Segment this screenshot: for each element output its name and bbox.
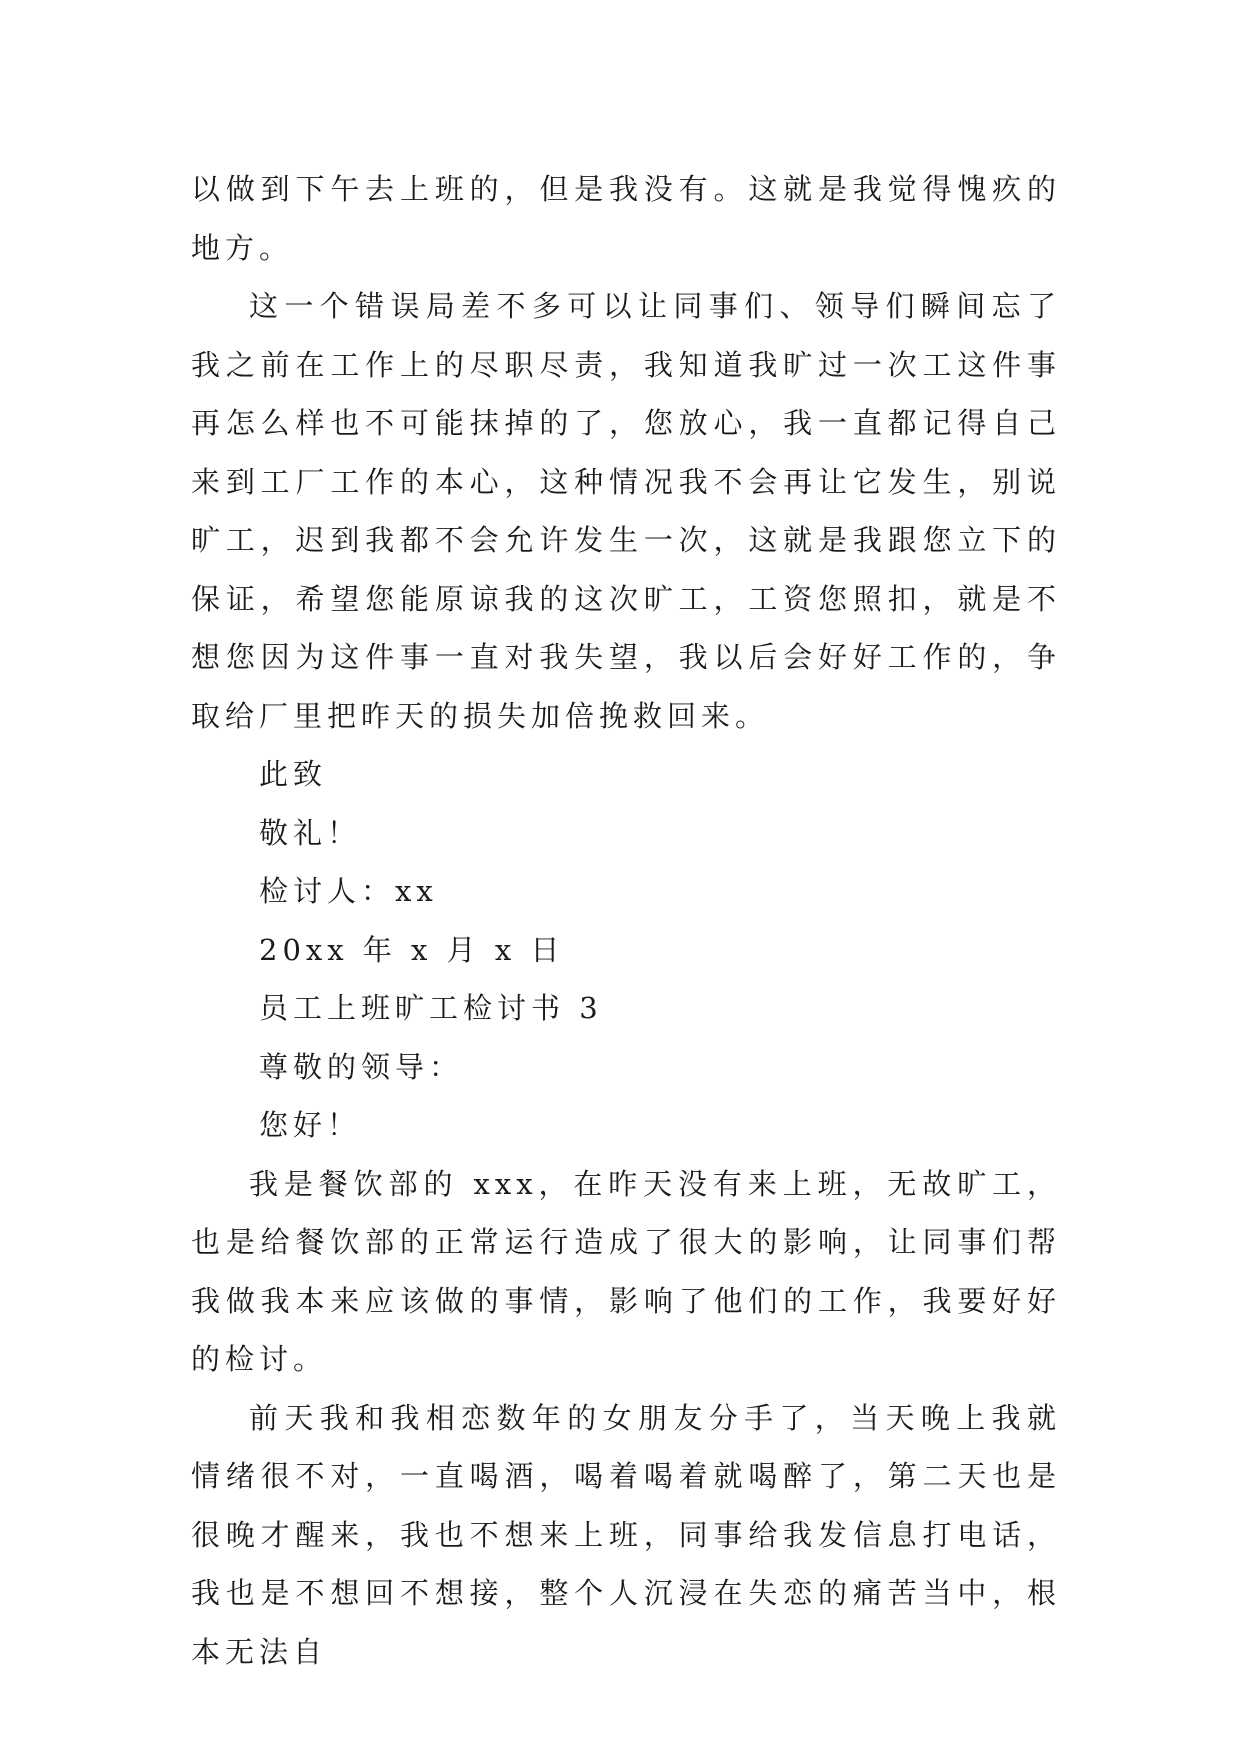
date-line: 20xx 年 x 月 x 日 [259, 932, 565, 967]
greeting-line: 尊敬的领导： [259, 1049, 464, 1084]
section-title: 员工上班旷工检讨书 3 [259, 991, 603, 1025]
continuation-paragraph: 以做到下午去上班的，但是我没有。这就是我觉得愧疚的地方。 [191, 172, 1061, 265]
document-body [191, 160, 1061, 1681]
apology-paragraph: 这一个错误局差不多可以让同事们、领导们瞬间忘了我之前在工作上的尽职尽责，我知道我旷过一次工这件事再怎么样也不可能抹掉的了，您放心，我一直都记得自己来到工厂工作的本心，这种情况我不会再让它发生，别说旷工，迟到我都不会允许发生一次，这就是我跟您立下的保证，希望您能原谅我的这次旷工，工资您照扣，就是不想您因为这件事一直对我失望，我以后会好好工作的，争取给厂里把昨天的损失加倍挽救回来。 [191, 289, 1061, 733]
closing-line: 此致 [259, 757, 328, 791]
body-paragraph-1: 我是餐饮部的 xxx，在昨天没有来上班，无故旷工，也是给餐饮部的正常运行造成了很大的影响，让同事们帮我做我本来应该做的事情，影响了他们的工作，我要好好的检讨。 [191, 1166, 1061, 1376]
hello-line: 您好！ [259, 1108, 362, 1142]
salute-line: 敬礼！ [259, 815, 362, 850]
body-paragraph-2: 前天我和我相恋数年的女朋友分手了，当天晚上我就情绪很不对，一直喝酒，喝着喝着就喝醉了，第二天也是很晚才醒来，我也不想来上班，同事给我发信息打电话，我也是不想回不想接，整个人沉浸在失恋的痛苦当中，根本无法自 [191, 1400, 1061, 1669]
signer-line: 检讨人：xx [259, 874, 438, 908]
